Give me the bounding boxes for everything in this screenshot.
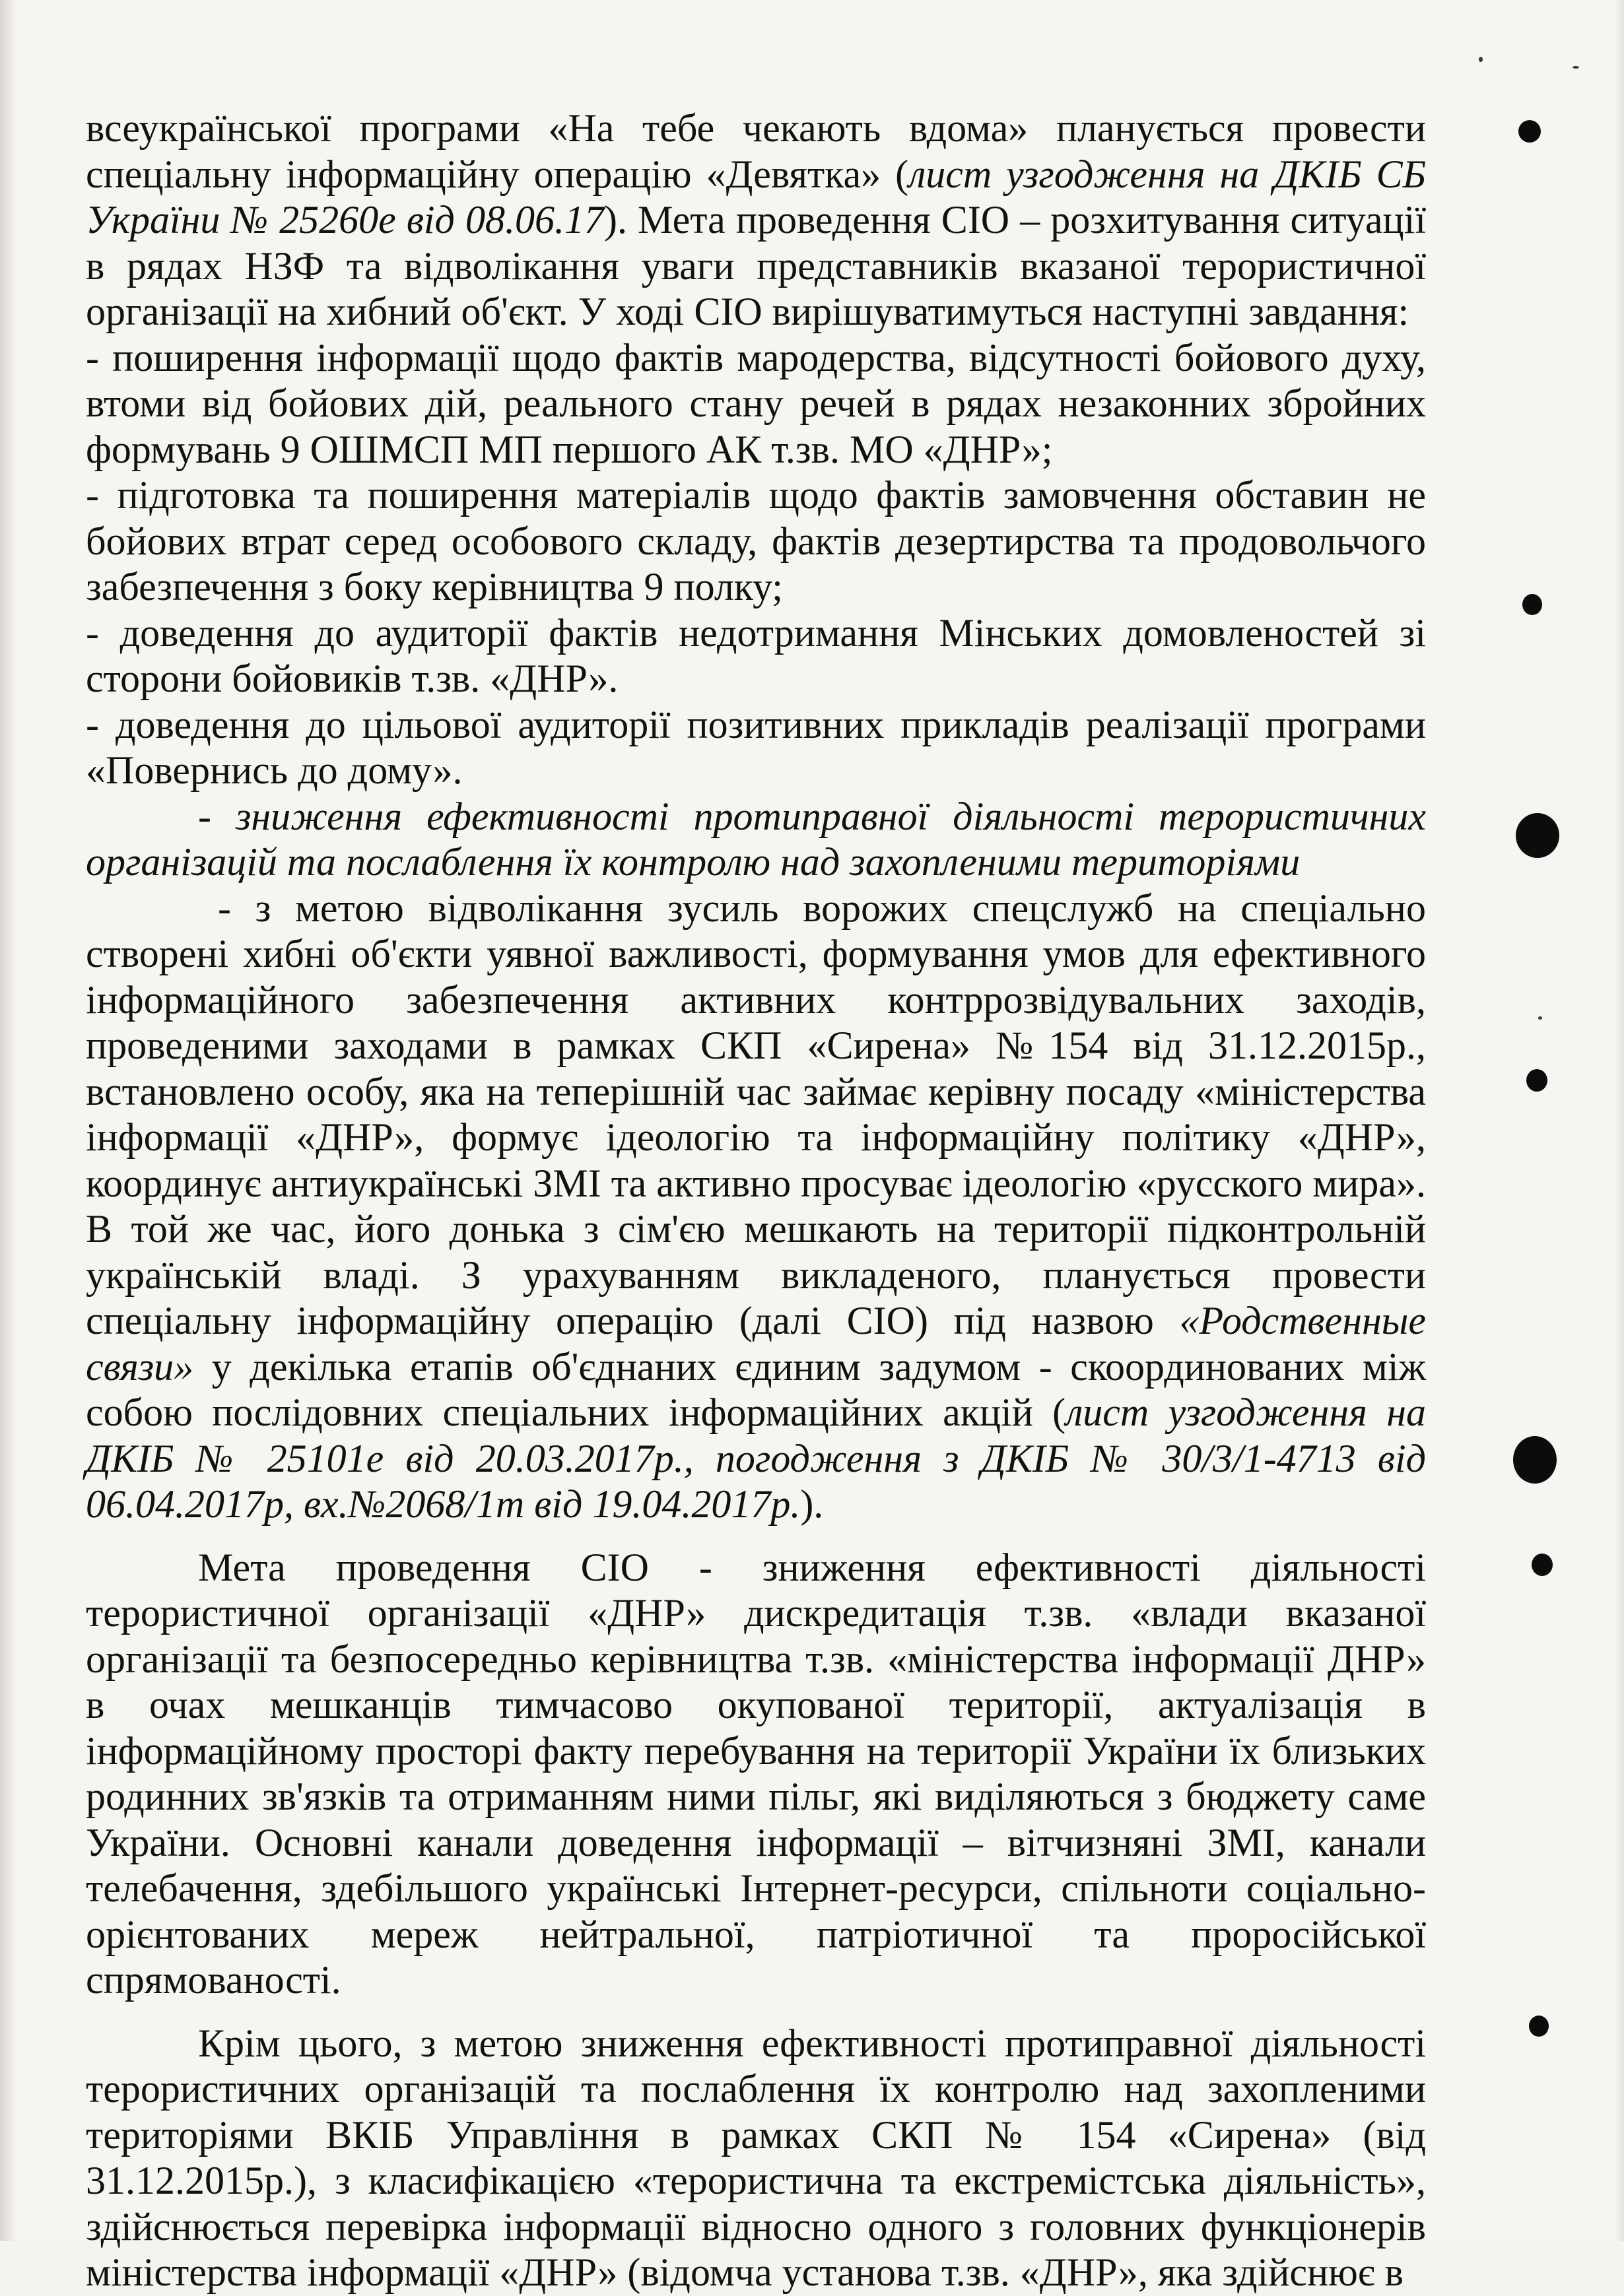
punch-hole-icon [1516, 813, 1559, 858]
paragraph-text: Крім цього, з метою зниження ефективності протиправної діяльності терористичних організацій та послаблення їх контролю над захопленими територіями ВКІБ Управління в рамках СКП № 154 «Сирена» (від 31.12.2015р.), з класифікацією «терористична та екстремістська діяльність», здійснюється перевірка інформації відносно одного з головних функціонерів міністерства інформації «ДНР» (відомча установа т.зв. «ДНР», яка здійснює в [86, 2021, 1426, 2294]
scan-speck [1538, 1016, 1542, 1020]
punch-hole-icon [1522, 594, 1542, 615]
punch-hole-icon [1532, 1554, 1553, 1576]
paragraph-goal [86, 1545, 1426, 2004]
task-item [86, 473, 1426, 610]
punch-hole-icon [1526, 1069, 1547, 1092]
punch-hole-icon [1529, 2016, 1549, 2037]
task-item [86, 335, 1426, 473]
scan-speck [1479, 57, 1483, 62]
scan-right-edge-shadow [1615, 0, 1624, 2241]
punch-hole-icon [1513, 1436, 1557, 1484]
paragraph-text: всеукраїнської програми «На тебе чекають вдома» планується провести спеціальну інформаційну операцію «Девятка» ( [86, 106, 1426, 196]
paragraph-additional [86, 2021, 1426, 2296]
task-text: - поширення інформації щодо фактів мародерства, відсутності бойового духу, втоми від бойових дій, реального стану речей в рядах незаконних збройних формувань 9 ОШМСП МП першого АК т.зв. МО «ДНР»; [86, 335, 1426, 471]
paragraph-text: ). Мета проведення СІО – розхитування ситуації в рядах НЗФ та відволікання уваги представників вказаної терористичної організації на хибний об'єкт. У ході СІО вирішуватимуться наступні завдання: [86, 198, 1427, 333]
paragraph-text: ). [800, 1482, 824, 1526]
section-heading-text: - зниження ефективності протиправної діяльності терористичних організацій та послаблення їх контролю над захопленими територіями [86, 794, 1426, 884]
task-text: - підготовка та поширення матеріалів щодо фактів замовчення обставин не бойових втрат серед особового складу, фактів дезертирства та продовольчого забезпечення з боку керівництва 9 полку; [86, 473, 1426, 608]
document-body [86, 106, 1426, 2296]
paragraph-text: - з метою відволікання зусиль ворожих спецслужб на спеціально створені хибні об'єкти уявної важливості, формування умов для ефективного інформаційного забезпечення активних контррозвідувальних заходів, проведеними заходами в рамках СКП «Сирена» №154 від 31.12.2015р., встановлено особу, яка на теперішній час займає керівну посаду «міністерства інформації «ДНР», формує ідеологію та інформаційну політику «ДНР», координує антиукраїнські ЗМІ та активно просуває ідеологію «русского мира». В той же час, його донька з сім'єю мешкають на території підконтрольній українській владі. З урахуванням викладеного, планується провести спеціальну інформаційну операцію (далі СІО) під назвою [86, 886, 1426, 1342]
operation-name: «Родственные связи» [86, 1299, 1426, 1389]
scan-speck [1573, 66, 1579, 69]
paragraph-operation [86, 886, 1426, 1528]
task-text: - доведення до цільової аудиторії позитивних прикладів реалізації програми «Повернись до дому». [86, 702, 1426, 792]
scan-left-edge-shadow [0, 0, 17, 2241]
section-heading [86, 794, 1426, 886]
task-item [86, 702, 1426, 794]
paragraph-intro [86, 106, 1426, 335]
task-text: - доведення до аудиторії фактів недотримання Мінських домовленостей зі сторони бойовиків т.зв. «ДНР». [86, 610, 1426, 700]
approval-reference: лист узгодження на ДКІБ № 25101е від 20.03.2017р., погодження з ДКІБ № 30/3/1-4713 від 06.04.2017р, вх.№2068/1т від 19.04.2017р. [86, 1391, 1426, 1526]
punch-hole-icon [1518, 120, 1541, 143]
approval-reference: лист узгодження на ДКІБ СБ України № 25260е від 08.06.17 [86, 152, 1426, 242]
task-item [86, 610, 1426, 702]
paragraph-text: Мета проведення СІО - зниження ефективності діяльності терористичної організації «ДНР» дискредитація т.зв. «влади вказаної організації та безпосередньо керівництва т.зв. «міністерства інформації ДНР» в очах мешканців тимчасово окупованої території, актуалізація в інформаційному просторі факту перебування на території України їх близьких родинних зв'язків та отриманням ними пільг, які виділяються з бюджету саме України. Основні канали доведення інформації – вітчизняні ЗМІ, канали телебачення, здебільшого українські Інтернет-ресурси, спільноти соціально-орієнтованих мереж нейтральної, патріотичної та проросійської спрямованості. [86, 1545, 1426, 2002]
paragraph-text: у декілька етапів об'єднаних єдиним задумом - скоординованих між собою послідовних спеціальних інформаційних акцій ( [86, 1344, 1426, 1434]
